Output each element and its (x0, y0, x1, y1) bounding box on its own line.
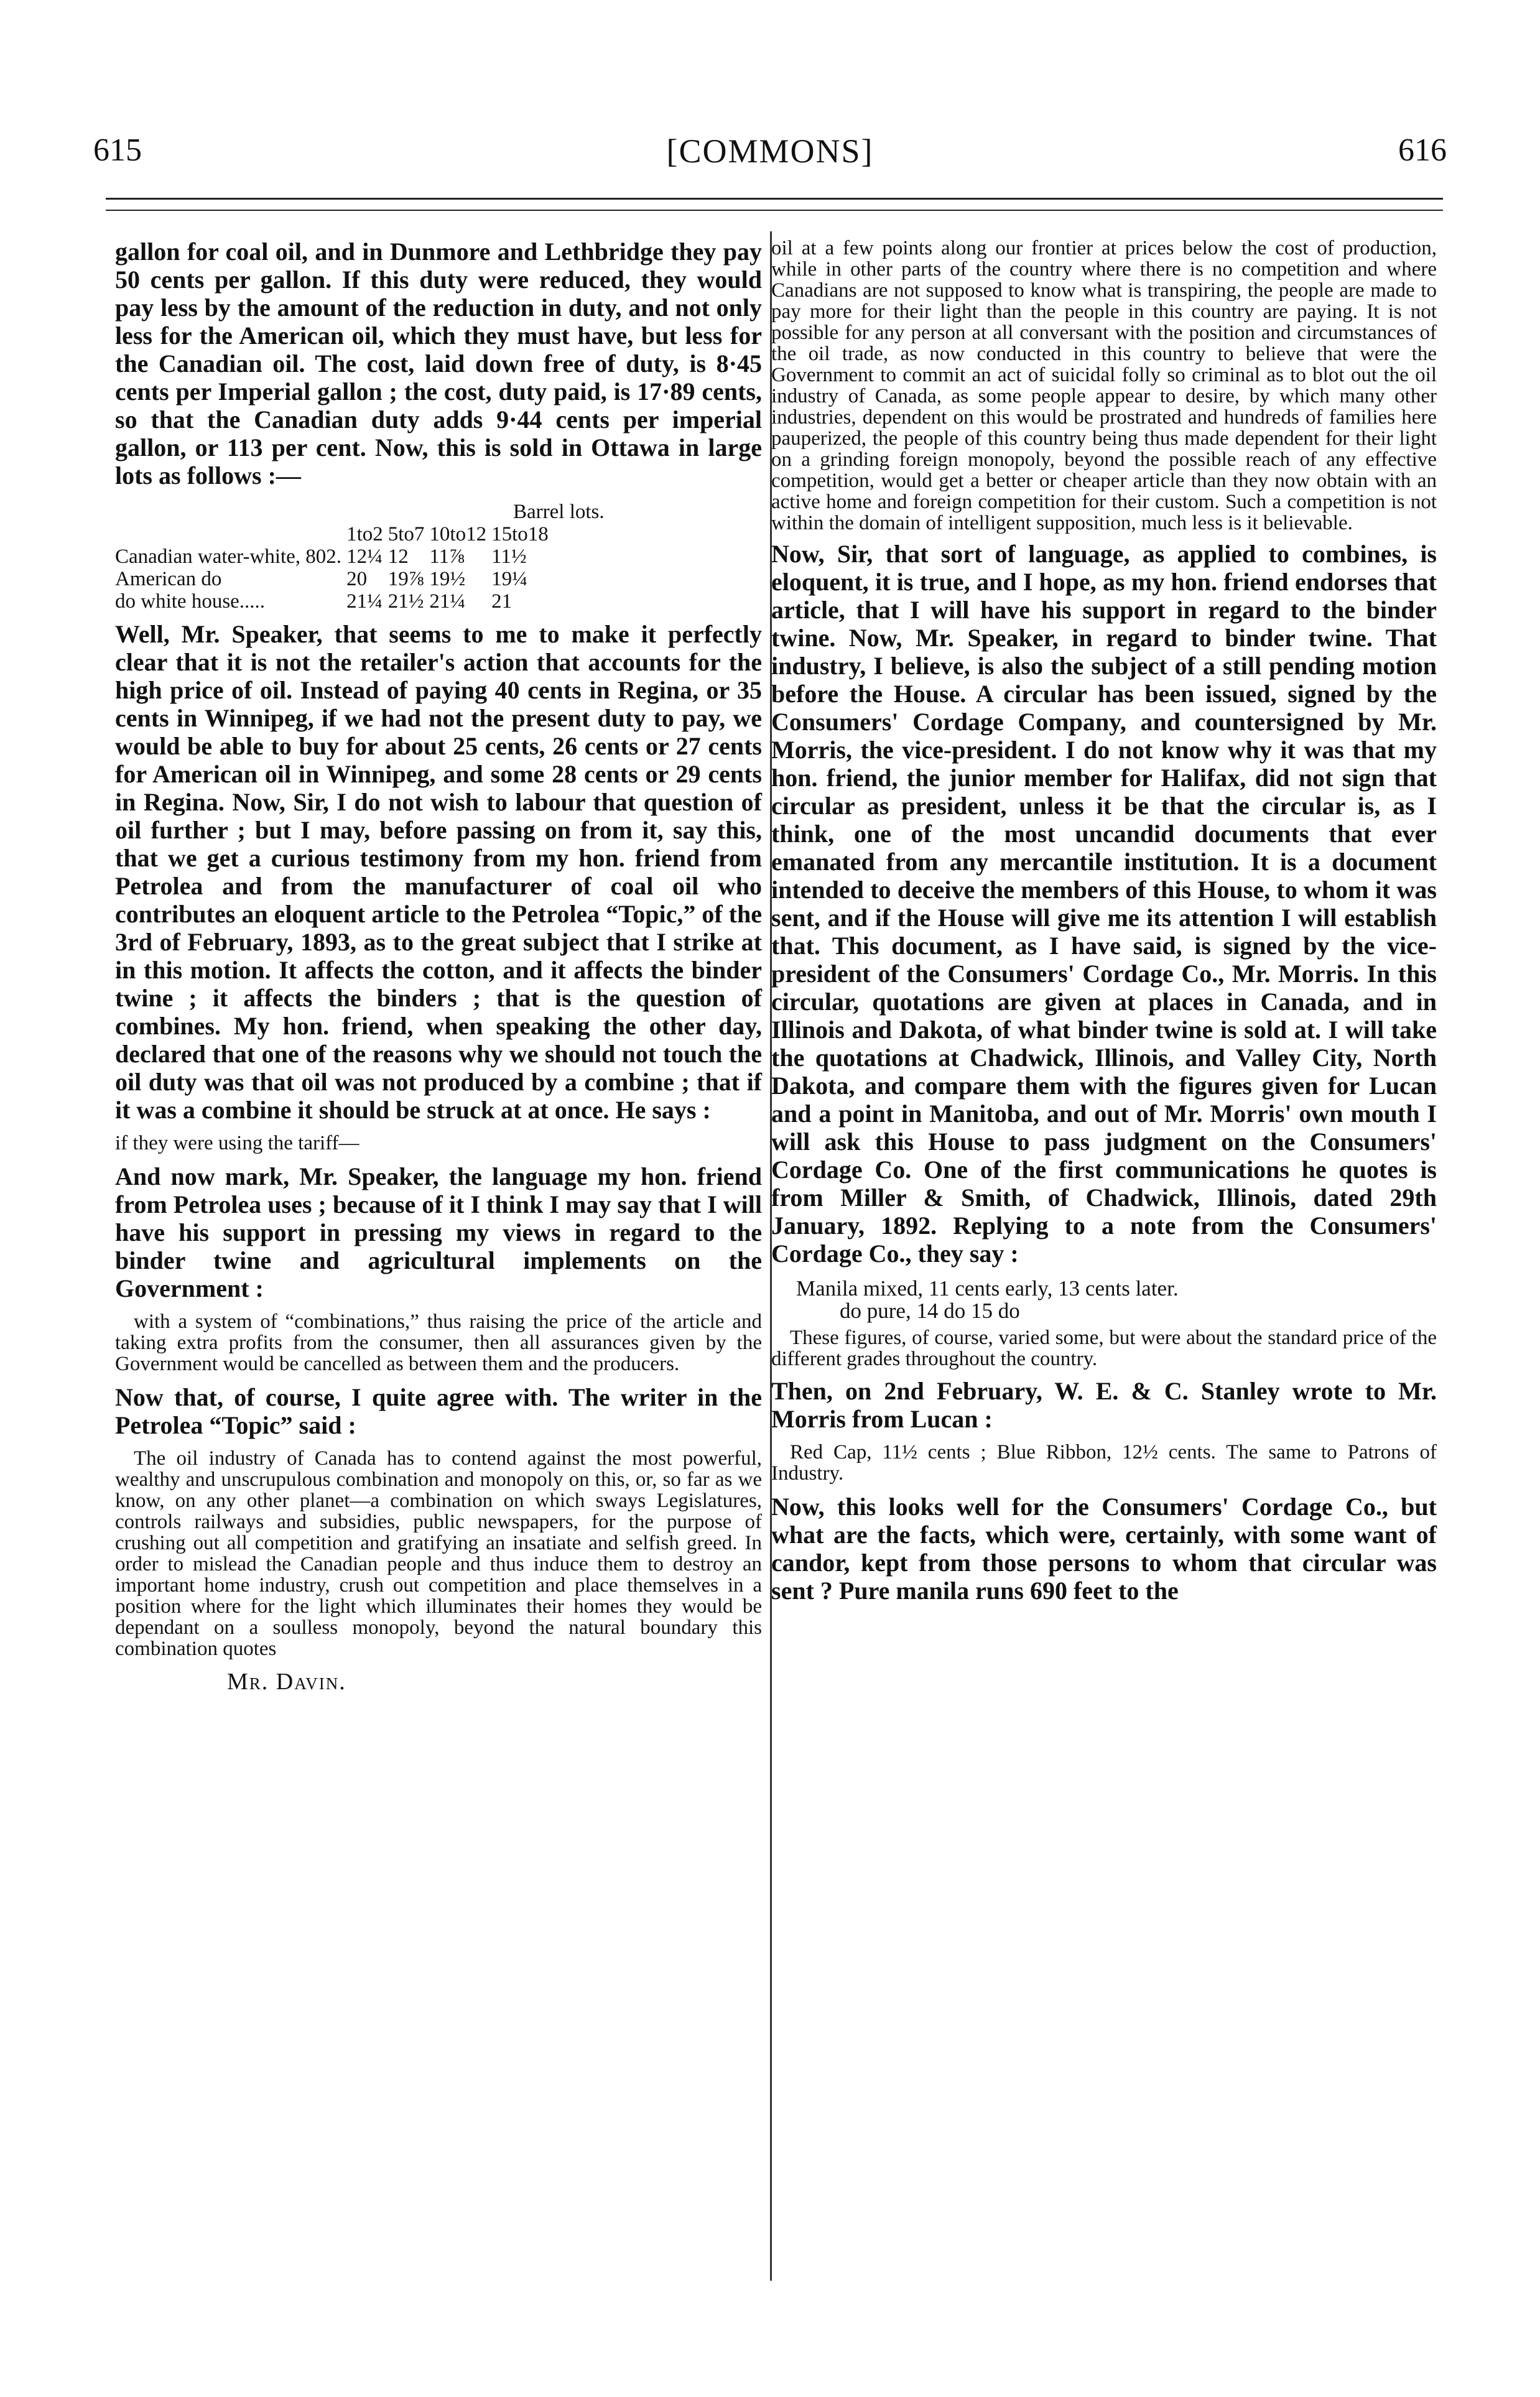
table-cell: 12¼ (346, 545, 383, 568)
table-row (115, 590, 554, 613)
quotation: if they were using the tariff— (115, 1132, 359, 1154)
table-cell: 21¼ (429, 590, 466, 613)
paragraph: Now, Sir, that sort of language, as applied to combines, is eloquent, it is true, and I hope, as my hon. friend endorses that article, that I will have his support in regard to the binder twine. Now, Mr. Speaker, in regard to binder twine. That industry, I believe, is also the subject of a still pending motion before the House. A circular has been issued, signed by the Consumers' Cordage Company, and countersigned by Mr. Morris, the vice-president. I do not know why it was that my hon. friend, the junior member for Halifax, did not sign that circular as president, unless it be that the circular is, as I think, one of the most uncandid documents that ever emanated from any mercantile institution. It is a document intended to deceive the members of this House, to whom it was sent, and if the House will give me its attention I will establish that. This document, as I have said, is signed by the vice-president of the Consumers' Cordage Co., Mr. Morris. In this circular, quotations are given at places in Canada, and in Illinois and Dakota, of what binder twine is sold at. I will take the quotations at Chadwick, Illinois, and Valley City, North Dakota, and compare them with the figures given for Lucan and a point in Manitoba, and out of Mr. Morris' own mouth I will ask this House to pass judgment on the Consumers' Cordage Co. One of the first communications he quotes is from Miller & Smith, of Chadwick, Illinois, dated 29th January, 1892. Replying to a note from the Consumers' Cordage Co., they say : (771, 540, 1437, 1268)
table-header-row (115, 523, 554, 545)
table-cell: do white house..... (115, 590, 266, 613)
quote-line: Manila mixed, 11 cents early, 13 cents later. (796, 1276, 1179, 1300)
table-cell: 11½ (491, 545, 527, 568)
paragraph: Then, on 2nd February, W. E. & C. Stanley wrote to Mr. Morris from Lucan : (771, 1377, 1437, 1433)
table-header-cell: 1to2 (346, 523, 383, 545)
paragraph: And now mark, Mr. Speaker, the language my hon. friend from Petrolea uses ; because of it I think I may say that I will have his support in pressing my views in regard to the binder twine and agricultural implements on the Government : (115, 1162, 762, 1302)
right-column (771, 238, 1437, 1605)
table-cell: 21½ (387, 590, 424, 613)
left-column (115, 238, 762, 1695)
quote-line: do pure, 14 do 15 do (840, 1299, 1020, 1323)
price-quote-lines (796, 1277, 1437, 1322)
paragraph: Now that, of course, I quite agree with. The writer in the Petrolea “Topic” said : (115, 1383, 762, 1439)
quotation: Red Cap, 11½ cents ; Blue Ribbon, 12½ cents. The same to Patrons of Industry. (771, 1441, 1437, 1485)
table-cell: 11⅞ (429, 545, 465, 568)
page-number-left: 615 (93, 132, 142, 168)
table-cell: 19¼ (491, 568, 527, 590)
price-table-grid (115, 523, 554, 613)
table-cell: American do (115, 568, 222, 590)
table-cell: 12 (387, 545, 409, 568)
table-cell: 19⅞ (387, 568, 424, 590)
header-rule-top (106, 198, 1443, 200)
table-header-cell (115, 523, 346, 545)
table-header-cell: 10to12 (429, 523, 487, 545)
table-row (115, 568, 554, 590)
table-cell: 19½ (429, 568, 466, 590)
page-number-right: 616 (1398, 132, 1447, 168)
header-rule-bottom (106, 210, 1443, 211)
table-header-cell: 15to18 (491, 523, 549, 545)
table-title: Barrel lots. (513, 501, 605, 523)
table-cell: 21 (491, 590, 513, 613)
table-row (115, 545, 554, 568)
table-cell: Canadian water-white, 802. (115, 545, 342, 568)
table-cell: 20 (346, 568, 368, 590)
quotation: oil at a few points along our frontier at prices below the cost of production, while in other parts of the country where there is no competition and where Canadians are not supposed to know what is transpiring, the people are made to pay more for their light than the people in this country are paying. It is not possible for any person at all conversant with the position and circumstances of the oil trade, as now conducted in this country to believe that were the Government to commit an act of suicidal folly so criminal as to blot out the oil industry of Canada, as some people appear to desire, by which many other industries, dependent on this would be prostrated and hundreds of families here pauperized, the people of this country being thus made dependent for their light on a grinding foreign monopoly, beyond the possible reach of any effective competition, would get a better or cheaper article than they now obtain with an active home and foreign competition for their custom. Such a competition is not within the domain of intelligent supposition, much less is it believable. (771, 237, 1437, 534)
quotation: The oil industry of Canada has to contend against the most powerful, wealthy and unscrupulous combination and monopoly on this, or, so far as we know, on any other planet—a combination on which sways Legislatures, controls railways and subsidies, public newspapers, for the purpose of crushing out all competition and gratifying an insatiate and selfish greed. In order to mislead the Canadian people and thus induce them to destroy an important home industry, crush out competition and place themselves in a position where for the light which illuminates their homes they would be dependant on a soulless monopoly, beyond the natural boundary this combination quotes (115, 1447, 762, 1660)
paragraph: Well, Mr. Speaker, that seems to me to make it perfectly clear that it is not the retailer's action that accounts for the high price of oil. Instead of paying 40 cents in Regina, or 35 cents in Winnipeg, if we had not the present duty to pay, we would be able to buy for about 25 cents, 26 cents or 27 cents for American oil in Winnipeg, and some 28 cents or 29 cents in Regina. Now, Sir, I do not wish to labour that question of oil further ; but I may, before passing on from it, say this, that we get a curious testimony from my hon. friend from Petrolea and from the manufacturer of coal oil who contributes an eloquent article to the Petrolea “Topic,” of the 3rd of February, 1893, as to the great subject that I strike at in this motion. It affects the cotton, and it affects the binder twine ; it affects the binders ; that is the question of combines. My hon. friend, when speaking the other day, declared that one of the reasons why we should not touch the oil duty was that oil was not produced by a combine ; that if it was a combine it should be struck at at once. He says : (115, 620, 762, 1124)
quotation: These figures, of course, varied some, but were about the standard price of the different grades throughout the country. (771, 1327, 1437, 1370)
page-title: [COMMONS] (666, 132, 874, 170)
paragraph: gallon for coal oil, and in Dunmore and Lethbridge they pay 50 cents per gallon. If this duty were reduced, they would pay less by the amount of the reduction in duty, and not only less for the American oil, which they must have, but less for the Canadian oil. The cost, laid down free of duty, is 8·45 cents per Imperial gallon ; the cost, duty paid, is 17·89 cents, so that the Canadian duty adds 9·44 cents per imperial gallon, or 113 per cent. Now, this is sold in Ottawa in large lots as follows :— (115, 238, 762, 489)
price-table (115, 501, 762, 613)
paragraph: Now, this looks well for the Consumers' Cordage Co., but what are the facts, which were, certainly, with some want of candor, kept from those persons to whom that circular was sent ? Pure manila runs 690 feet to the (771, 1493, 1437, 1605)
speaker-footer: Mr. Davin. (227, 1669, 346, 1695)
page-header (93, 132, 1447, 175)
table-header-cell: 5to7 (387, 523, 425, 545)
table-cell: 21¼ (346, 590, 383, 613)
quotation: with a system of “combinations,” thus raising the price of the article and taking extra profits from the consumer, then all assurances given by the Government would be cancelled as between them and the producers. (115, 1310, 762, 1375)
